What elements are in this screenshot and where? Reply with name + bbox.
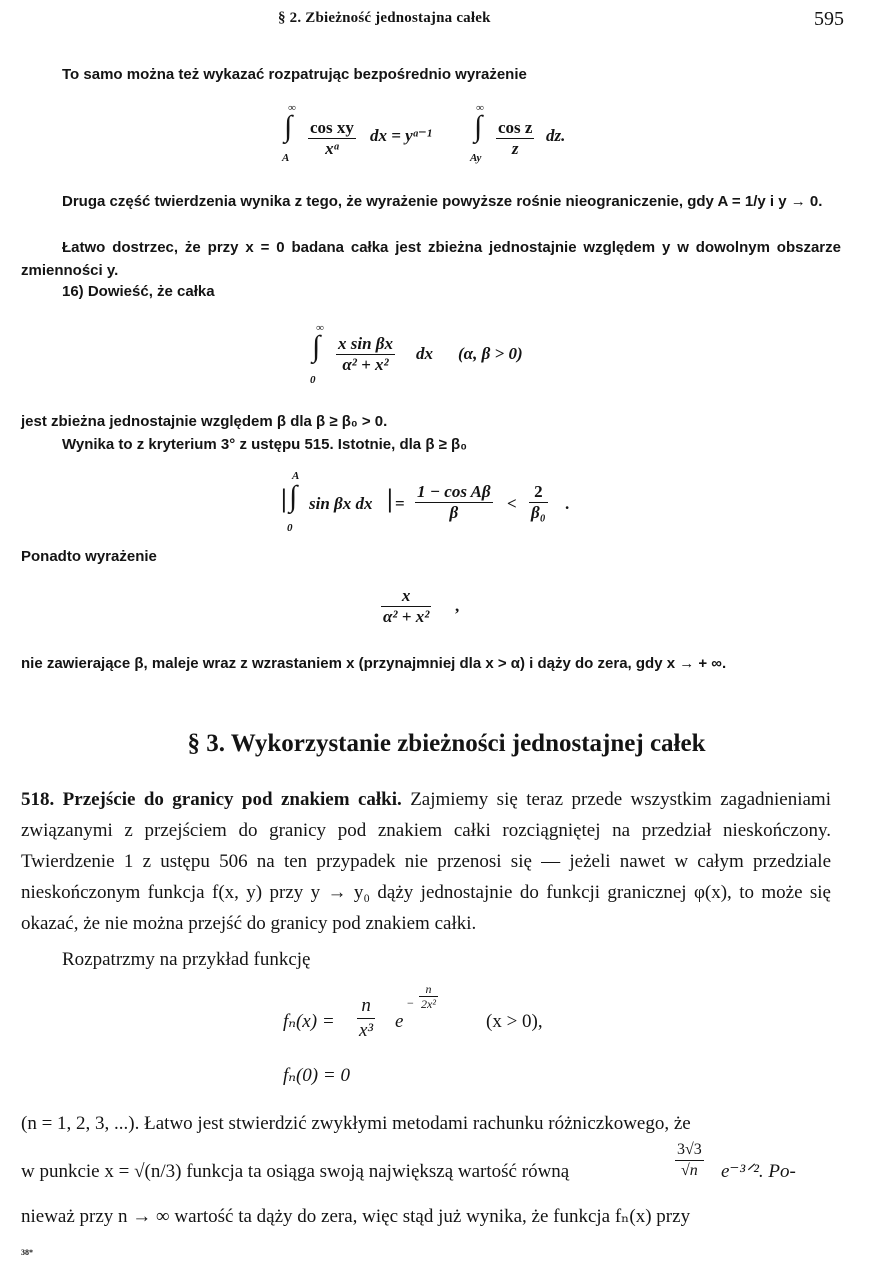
fraction-max-value: $\frac{3√3}{√n}$ xyxy=(677,1141,702,1179)
int-upper-4: A xyxy=(292,470,300,482)
int-lower-4: 0 xyxy=(287,522,293,534)
equals-sign: = xyxy=(395,494,405,513)
integral-sign-1: ∫ xyxy=(284,110,293,143)
formula-3-body: sin βx dx xyxy=(309,494,373,513)
paragraph-6: nie zawierające β, maleje wraz z wzrastaniem x (przynajmniej dla x > α) i dąży do zera, gdy x → + ∞. xyxy=(21,655,727,672)
fraction-exponent: $\frac{n}{\text{2x²}}$ xyxy=(421,982,436,1011)
paragraph-518-heading: 518. Przejście do granicy pod znakiem całki. xyxy=(21,789,402,810)
paragraph-final-2-text: w punkcie x = √(n/3) funkcja ta osiąga swoją największą wartość równą xyxy=(21,1161,570,1182)
fraction-3: $\frac{\text{x sin βx}}{\text{α² + x²}}$ xyxy=(338,334,394,374)
paragraph-1: Druga część twierdzenia wynika z tego, że wyrażenie powyższe rośnie nieograniczenie, gdy A = 1/y i y → 0. xyxy=(62,193,823,210)
int-lower-2: Ay xyxy=(470,152,482,164)
paragraph-final-2-tail: e⁻³ᐟ². Po- xyxy=(721,1161,796,1182)
formula-5-condition: (x > 0), xyxy=(486,1011,543,1032)
formula-5-lhs: fₙ(x) = xyxy=(283,1011,335,1032)
exp-base: e xyxy=(395,1011,404,1032)
less-than-sign: < xyxy=(507,494,517,513)
fraction-7: $\frac{n}{\text{x³}}$ xyxy=(359,995,374,1041)
paragraph-final-2 xyxy=(21,1141,831,1192)
fraction-6: $\frac{x}{\text{α² + x²}}$ xyxy=(383,586,430,626)
integral-sign-2: ∫ xyxy=(474,110,483,143)
fraction-2: $\frac{\text{cos z}}{z}$ xyxy=(498,118,533,158)
paragraph-518-text: Zajmiemy się teraz przede wszystkim zagadnieniami związanymi z przejściem do granicy pod znakiem całki rozciągniętej na przedział nieskończony. Twierdzenie 1 z ustępu 506 na ten przypadek nie przenosi się — jeżeli nawet w całym przedziale nieskończonym funkcja f(x, y) przy y → y₀ dąży jednostajnie do funkcji granicznej φ(x), to może się okazać, że nie można przejść do granicy pod znakiem całki. xyxy=(21,789,831,934)
running-title: § 2. Zbieżność jednostajna całek xyxy=(278,10,491,26)
period: . xyxy=(565,494,570,513)
exp-minus: − xyxy=(407,996,414,1010)
paragraph-2: Łatwo dostrzec, że przy x = 0 badana całka jest zbieżna jednostajnie względem y w dowolnym obszarze zmienności y. xyxy=(21,239,841,279)
paragraph-518 xyxy=(21,784,831,939)
abs-bar-right: | xyxy=(387,484,393,513)
int-upper-1: ∞ xyxy=(288,102,296,114)
page-number: 595 xyxy=(814,8,844,30)
int-upper-3: ∞ xyxy=(316,322,324,334)
paragraph-final-3: nieważ przy n → ∞ wartość ta dąży do zera, więc stąd już wynika, że funkcja fₙ(x) przy xyxy=(21,1206,691,1227)
paragraph-final-1: (n = 1, 2, 3, ...). Łatwo jest stwierdzić zwykłymi metodami rachunku różniczkowego, że xyxy=(21,1113,691,1134)
int-lower-1: A xyxy=(282,152,290,164)
integral-sign-4: ∫ xyxy=(289,480,298,513)
fraction-4: $\frac{\text{1 − cos Aβ}}{\beta}$ xyxy=(417,482,491,522)
intro-text: To samo można też wykazać rozpatrując bezpośrednio wyrażenie xyxy=(62,66,527,83)
formula-2-dx: dx xyxy=(416,344,433,363)
paragraph-5: Ponadto wyrażenie xyxy=(21,548,157,565)
int-lower-3: 0 xyxy=(310,374,316,386)
fraction-5: $\frac{2}{\text{β₀}}$ xyxy=(531,482,546,522)
section-title: § 3. Wykorzystanie zbieżności jednostajnej całek xyxy=(187,730,706,757)
formula-4 xyxy=(381,586,460,627)
printer-signature: 38* xyxy=(21,1248,33,1257)
problem-16: 16) Dowieść, że całka xyxy=(62,283,215,300)
formula-6: fₙ(0) = 0 xyxy=(283,1065,350,1086)
int-upper-2: ∞ xyxy=(476,102,484,114)
fraction-1: $\frac{\text{cos xy}}{\text{xᵃ}}$ xyxy=(310,118,354,158)
formula-1-mid: dx = yᵃ⁻¹ xyxy=(370,126,432,145)
paragraph-3: jest zbieżna jednostajnie względem β dla β ≥ β₀ > 0. xyxy=(21,413,388,430)
paragraph-example: Rozpatrzmy na przykład funkcję xyxy=(62,949,311,970)
abs-bar-left: | xyxy=(281,484,287,513)
formula-1-tail: dz. xyxy=(546,126,566,145)
formula-4-tail: , xyxy=(455,596,460,615)
integral-sign-3: ∫ xyxy=(312,330,321,363)
formula-2-condition: (α, β > 0) xyxy=(458,344,523,363)
paragraph-4: Wynika to z kryterium 3° z ustępu 515. Istotnie, dla β ≥ β₀ xyxy=(62,436,467,453)
